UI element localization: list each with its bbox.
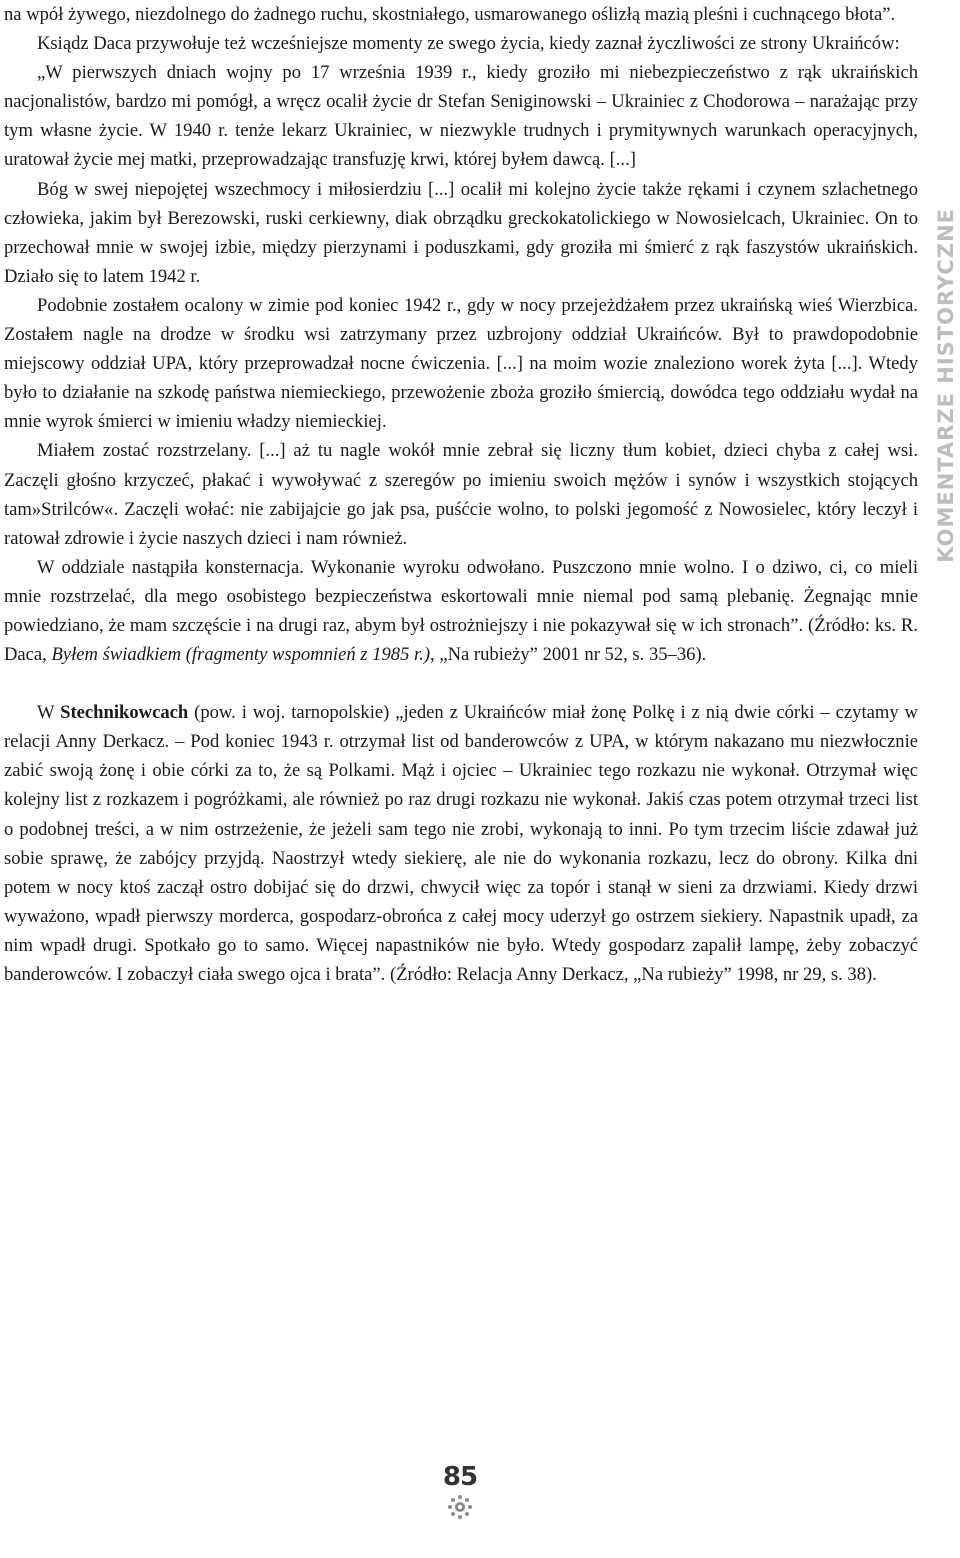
paragraph-6: Miałem zostać rozstrzelany. [...] aż tu nagle wokół mnie zebrał się liczny tłum kobiet, dzieci chyba z całej wsi. Zaczęli głośno krzyczeć, płakać i wywoływać z szeregów po imieniu swoich mężów i synów i wszystkich stojących tam»Strilców«. Zaczęli wołać: nie zabijajcie go jak psa, puśćcie wolno, to polski jegomość z Nowosielec, który leczył i ratował zdrowie i życie naszych dzieci i nam również. (4, 440, 918, 549)
page-number: 85 (442, 1462, 478, 1492)
paragraph-8-lead: W (37, 702, 61, 724)
paragraph-2: Ksiądz Daca przywołuje też wcześniejsze momenty ze swego życia, kiedy zaznał życzliwości ze strony Ukraińców: (37, 33, 900, 55)
paragraph-4: Bóg w swej niepojętej wszechmocy i miłosierdziu [...] ocalił mi kolejno życie także rękami i czynem szlachetnego człowieka, jakim był Berezowski, ruski cerkiewny, diak obrządku greckokatolickiego w Nowosielcach, Ukrainiec. On to przechował mnie w swojej izbie, między pierzynami i poduszkami, gdy groziła mi śmierć z rąk faszystów ukraińskich. Działo się to latem 1942 r. (4, 178, 918, 287)
section-title-text: KOMENTARZE HISTORYCZNE (934, 207, 958, 563)
sun-ornament-icon (447, 1494, 473, 1520)
paragraph-5: Podobnie zostałem ocalony w zimie pod koniec 1942 r., gdy w nocy przejeżdżałem przez ukraińską wieś Wierzbica. Zostałem nagle na drodze w środku wsi zatrzymany przez uzbrojony oddział Ukraińców. Był to prawdopodobnie miejscowy oddział UPA, który przeprowadzał nocne ćwiczenia. [...] na moim wozie znaleziono worek żyta [...]. Wtedy było to działanie na szkodę państwa niemieckiego, przewożenie zboża groziło śmiercią, dowódca tego oddziału wydał na mnie wyrok śmierci w imieniu władzy niemieckiej. (4, 294, 918, 433)
paragraph-8 (4, 698, 918, 989)
body-text (4, 0, 918, 989)
paragraph-7-citation: , „Na rubieży” 2001 nr 52, s. 35–36). (430, 644, 707, 666)
paragraph-1: na wpół żywego, niezdolnego do żadnego ruchu, skostniałego, usmarowanego oślizłą mazią pleśni i cuchnącego błota”. (4, 4, 896, 25)
place-name: Stechnikowcach (60, 702, 189, 724)
paragraph-7 (4, 553, 918, 669)
source-title: Byłem świadkiem (fragmenty wspomnień z 1985 r.) (51, 644, 431, 666)
running-section-title (932, 0, 960, 770)
paragraph-3: „W pierwszych dniach wojny po 17 września 1939 r., kiedy groziło mi niebezpieczeństwo z rąk ukraińskich nacjonalistów, bardzo mi pomógł, a wręcz ocalił życie dr Stefan Seniginowski – Ukrainiec z Chodorowa – narażając przy tym własne życie. W 1940 r. tenże lekarz Ukrainiec, w niezwykle trudnych i prymitywnych warunkach operacyjnych, uratował życie mej matki, przeprowadzając transfuzję krwi, której byłem dawcą. [...] (4, 62, 918, 171)
paragraph-7-text: W oddziale nastąpiła konsternacja. Wykonanie wyroku odwołano. Puszczono mnie wolno. I o dziwo, ci, co mieli mnie rozstrzelać, dla mego osobistego bezpieczeństwa eskortowali mnie niemal pod samą plebanię. Żegnając mnie powiedziano, że mam szczęście i na drugi raz, abym był ostrożniejszy i nie pokazywał się w ich stronach”. (Źródło: ks. R. Daca, (4, 556, 918, 666)
paragraph-8-text: (pow. i woj. tarnopolskie) „jeden z Ukraińców miał żonę Polkę i z nią dwie córki – czytamy w relacji Anny Derkacz. – Pod koniec 1943 r. otrzymał list od banderowców z UPA, w którym nakazano mu niezwłocznie zabić swoją żonę i obie córki za to, że są Polkami. Mąż i ojciec – Ukrainiec tego rozkazu nie wykonał. Otrzymał więc kolejny list z rozkazem i pogróżkami, ale również po raz drugi rozkazu nie wykonał. Jakiś czas potem otrzymał trzeci list o podobnej treści, a w nim ostrzeżenie, że jeżeli sam tego nie zrobi, wykonają to inni. Po tym trzecim liście zdawał już sobie sprawę, że zabójcy przyjdą. Naostrzył wtedy siekierę, ale nie do wykonania rozkazu, lecz do obrony. Kilka dni potem w nocy ktoś zaczął ostro dobijać się do drzwi, chwycił więc za topór i stanął w sieni za drzwiami. Kiedy drzwi wyważono, wpadł pierwszy morderca, gospodarz-obrońca z całej mocy uderzył go ostrzem siekiery. Napastnik upadł, za nim wpadł drugi. Spotkało go to samo. Więcej napastników nie było. Wtedy gospodarz zapalił lampę, żeby zobaczyć banderowców. I zobaczył ciała swego ojca i brata”. (Źródło: Relacja Anny Derkacz, „Na rubieży” 1998, nr 29, s. 38). (4, 702, 918, 985)
